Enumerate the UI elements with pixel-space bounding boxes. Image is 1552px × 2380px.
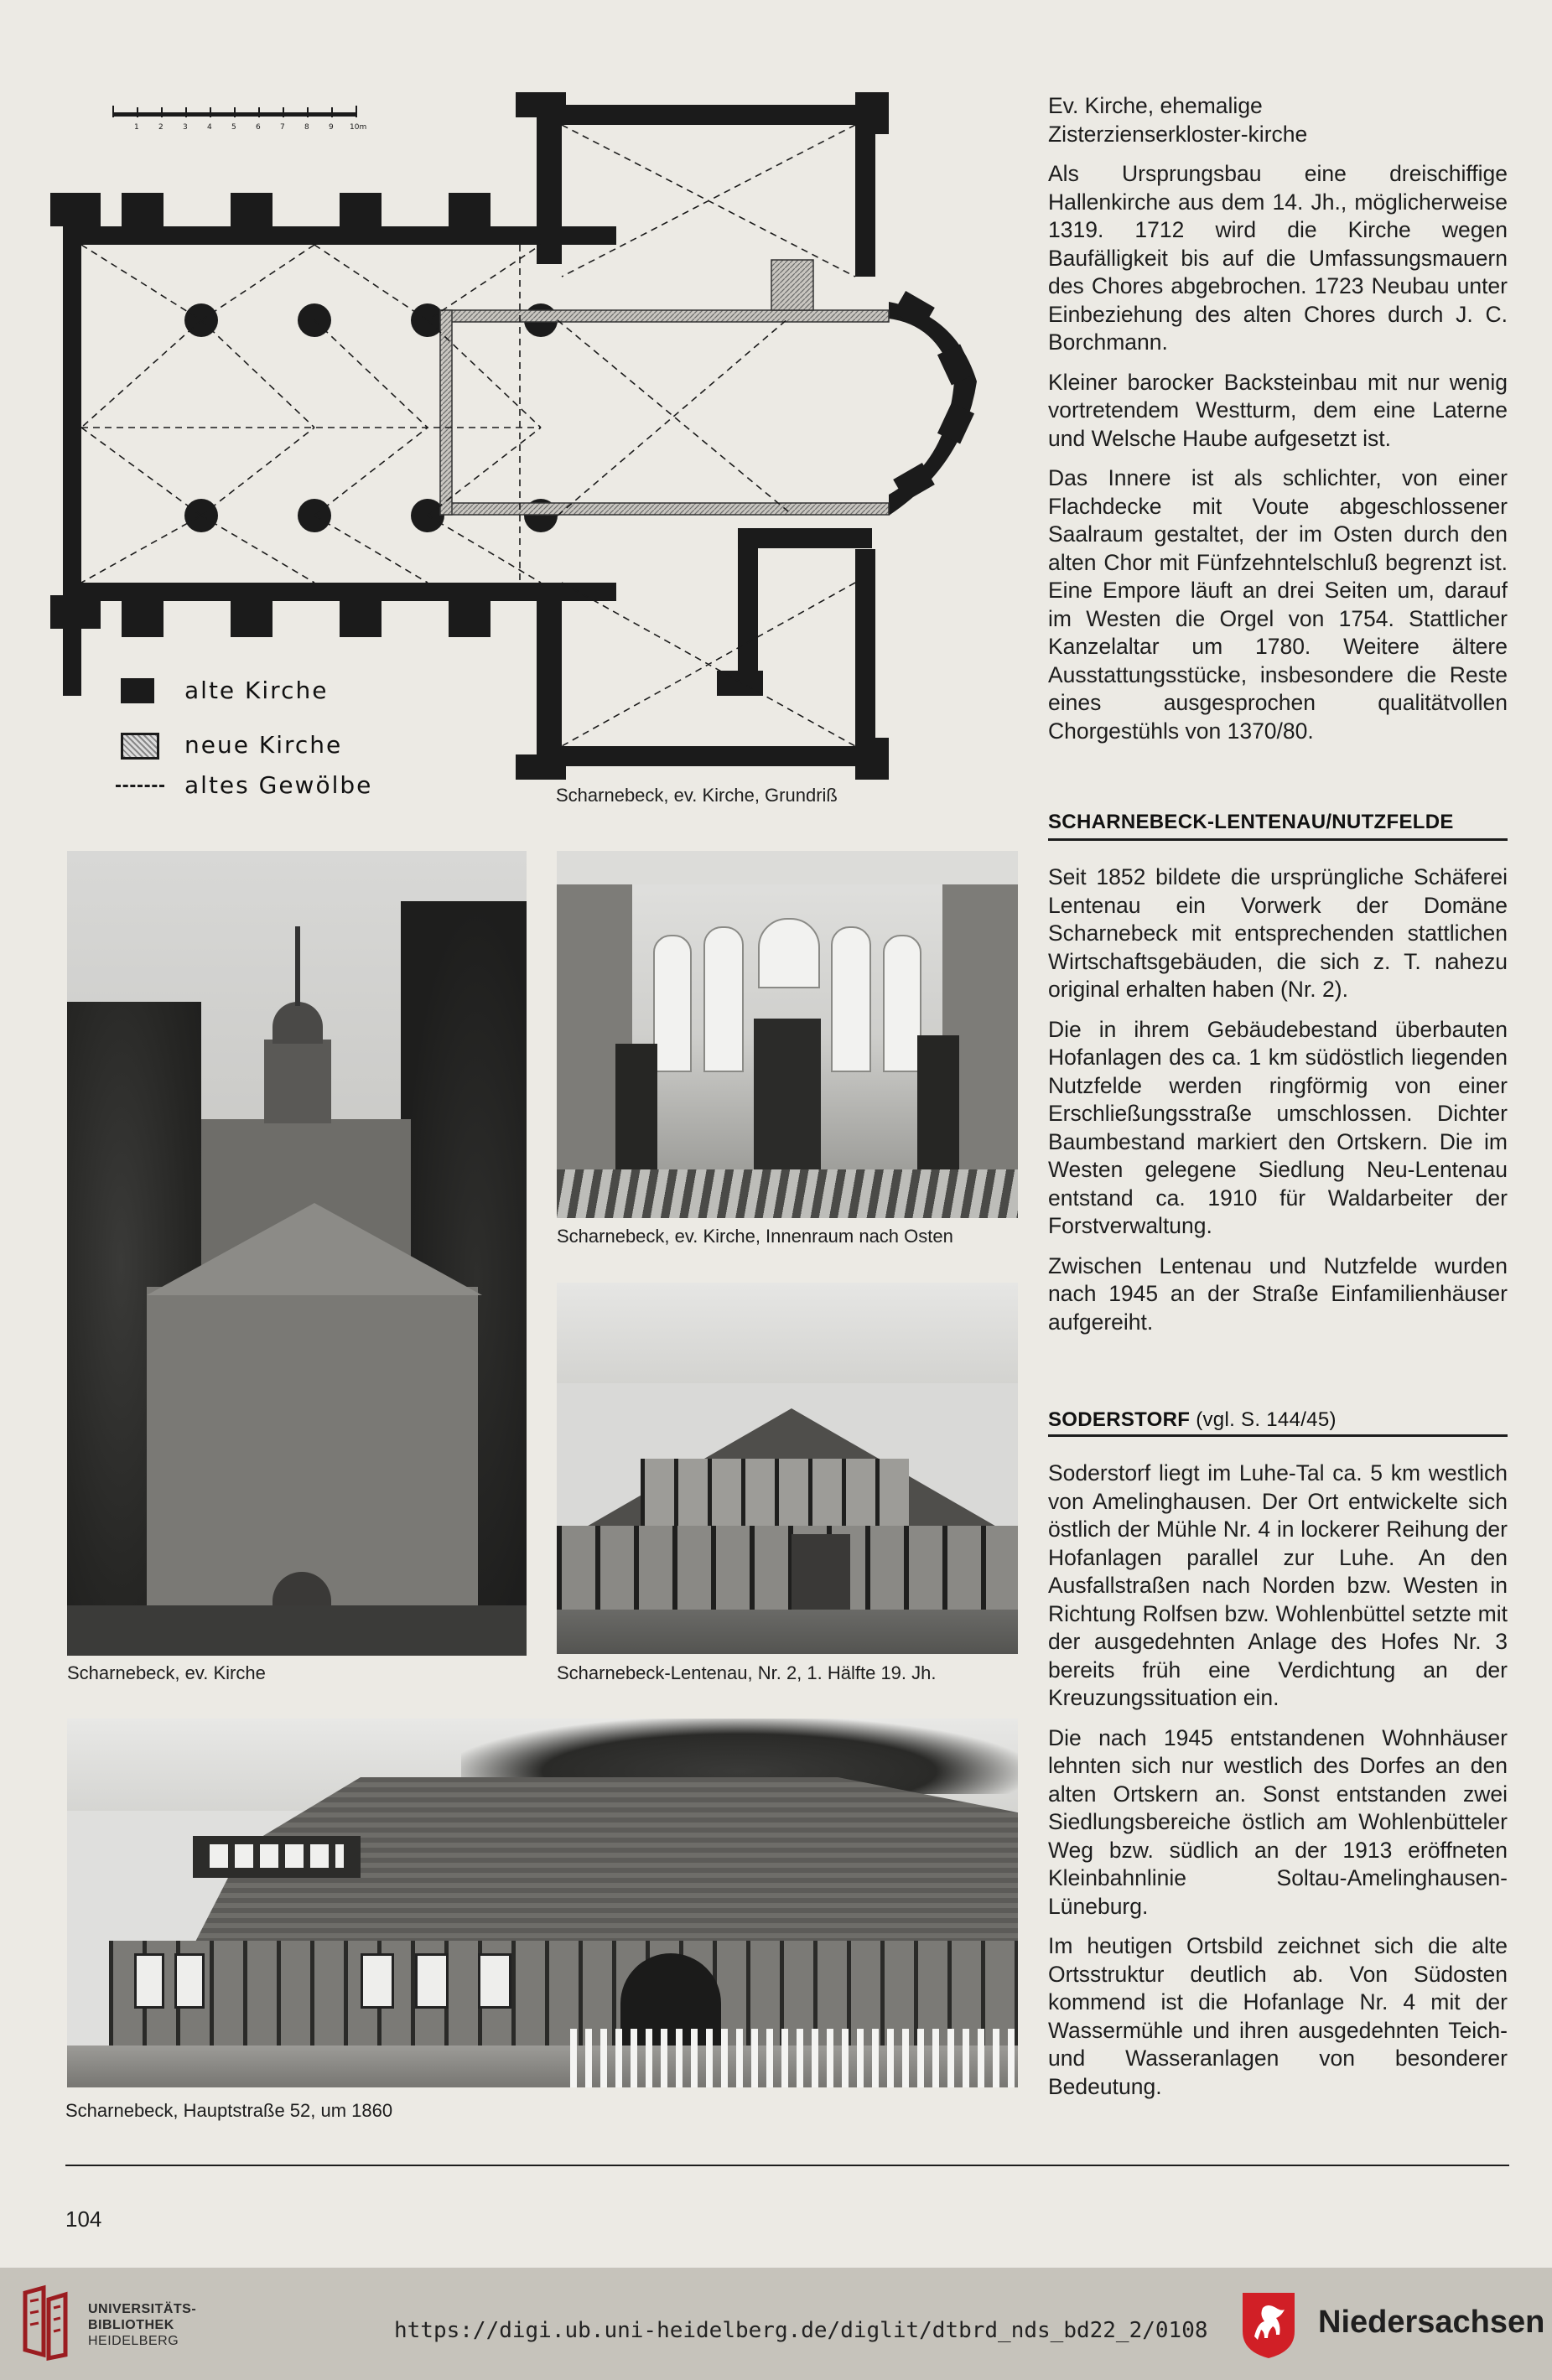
legend-swatch-old (121, 678, 154, 703)
section-heading-lentenau: SCHARNEBECK-LENTENAU/NUTZFELDE (1048, 811, 1454, 833)
legend-label-old: alte Kirche (184, 677, 329, 704)
niedersachsen-horse-icon (1239, 2289, 1298, 2360)
paragraph: Das Innere ist als schlichter, von einer Flachdecke mit Voute abgeschlossener Saalraum gestaltet, der im Osten durch den alten Chor mit Fünfzehntelschluß begrenzt ist. Eine Empore läuft an drei Seiten um, darauf im Westen die Orgel von 1754. Stattlicher Kanzelaltar um 1780. Weitere ältere Ausstattungsstücke, insbesondere die Reste eines ausgesprochen qualitätvollen Chorgestühls von 1370/80. (1048, 465, 1508, 744)
legend-swatch-vault (116, 785, 164, 787)
paragraph: Seit 1852 bildete die ursprüngliche Schäferei Lentenau ein Vorwerk der Domäne Scharnebeck mit entsprechenden stattlichen Wirtschaftsgebäuden, die sich z. T. nahezu original erhalten haben (Nr. 2). (1048, 864, 1508, 1002)
scale-label: 5 (231, 123, 236, 132)
viewer-footer (0, 2268, 1552, 2380)
scale-label: 7 (280, 123, 285, 132)
photo-church-interior (557, 851, 1018, 1218)
scale-label: 8 (304, 123, 309, 132)
paragraph: Die in ihrem Gebäudebestand überbauten Hofanlagen des ca. 1 km südöstlich liegenden Nutzfelde werden ringförmig von einer Erschließungsstraße umschlossen. Dichter Baumbestand markiert den Ortskern. Die im Westen gelegene Siedlung Neu-Lentenau entstand ca. 1910 für Waldarbeiter der Forstverwaltung. (1048, 1016, 1508, 1238)
paragraph: Als Ursprungsbau eine dreischiffige Hallenkirche aus dem 14. Jh., möglicherweise 1319. 1712 wird die Kirche wegen Baufälligkeit bis auf die Umfassungsmauern des Chores abgebrochen. 1723 Neubau unter Einbeziehung des alten Chores durch J. C. Borchmann. (1048, 161, 1508, 355)
photo-hauptstrasse-52 (67, 1719, 1018, 2087)
scale-bar (113, 106, 366, 132)
section-rule (1048, 838, 1508, 841)
photo-caption-interior: Scharnebeck, ev. Kirche, Innenraum nach Osten (557, 1226, 953, 1247)
paragraph: Soderstorf liegt im Luhe-Tal ca. 5 km westlich von Amelinghausen. Der Ort entwickelte sich östlich der Mühle Nr. 4 in lockerer Reihung der Hofanlagen parallel zur Luhe. An den Ausfallstraßen nach Norden bzw. Westen in Richtung Rolfsen bzw. Wohlenbüttel setzte mit der ausgedehnten Anlage des Hofes Nr. 3 bereits früh eine Verdichtung an der Kreuzungssituation ein. (1048, 1460, 1508, 1710)
plan-caption: Scharnebeck, ev. Kirche, Grundriß (556, 785, 838, 806)
page-number: 104 (65, 2206, 102, 2232)
library-name (88, 2301, 196, 2349)
scale-label: 1 (134, 123, 139, 132)
paragraph: Die nach 1945 entstandenen Wohnhäuser lehnten sich nur westlich des Dorfes an den alten Ortskern an. Sonst entstanden zwei Siedlungsbereiche östlich am Wohlenbütteler Weg bzw. südlich an der 1913 eröffneten Kleinbahnlinie Soltau-Amelinghausen-Lüneburg. (1048, 1724, 1508, 1919)
soderstorf-page-ref: (vgl. S. 144/45) (1190, 1408, 1337, 1431)
scale-label: 2 (158, 123, 164, 132)
permalink-url[interactable]: https://digi.ub.uni-heidelberg.de/diglit/dtbrd_nds_bd22_2/0108 (394, 2318, 1208, 2343)
photo-caption-barn: Scharnebeck-Lentenau, Nr. 2, 1. Hälfte 19. Jh. (557, 1662, 937, 1683)
legend-swatch-new (121, 733, 159, 760)
new-church-walls (440, 260, 889, 515)
section-heading-soderstorf (1048, 1408, 1337, 1432)
scale-label: 3 (183, 123, 188, 132)
paragraph: Zwischen Lentenau und Nutzfelde wurden nach 1945 an der Straße Einfamilienhäuser aufgereiht. (1048, 1252, 1508, 1335)
section-rule (1048, 1434, 1508, 1437)
paragraph: Kleiner barocker Backsteinbau mit nur wenig vortretendem Westturm, dem eine Laterne und Welsche Haube aufgesetzt ist. (1048, 369, 1508, 451)
church-description (1048, 92, 1508, 757)
photo-lentenau-barn (557, 1283, 1018, 1654)
soderstorf-text (1048, 1460, 1508, 2113)
page-bottom-rule (65, 2165, 1509, 2166)
photo-caption-hauptstrasse: Scharnebeck, Hauptstraße 52, um 1860 (65, 2100, 393, 2121)
scale-label: 6 (256, 123, 261, 132)
legend-label-new: neue Kirche (184, 731, 343, 759)
lentenau-text (1048, 863, 1508, 1348)
legend-label-vault: altes Gewölbe (184, 771, 373, 799)
library-name-line: UNIVERSITÄTS- (88, 2302, 197, 2316)
paragraph: Im heutigen Ortsbild zeichnet sich die alte Ortsstruktur deutlich ab. Von Südosten kommend ist die Hofanlage Nr. 4 mit der Wassermühle und ihren ausgedehnten Teich- und Wasseranlagen von besonderer Bedeutung. (1048, 1933, 1508, 2099)
library-name-line: HEIDELBERG (88, 2334, 179, 2348)
soderstorf-title: SODERSTORF (1048, 1408, 1191, 1431)
plan-legend (117, 671, 419, 811)
scale-label: 9 (329, 123, 334, 132)
scale-label: 10m (350, 123, 367, 132)
photo-caption-church: Scharnebeck, ev. Kirche (67, 1662, 266, 1683)
photo-church-exterior (67, 851, 527, 1656)
state-name: Niedersachsen (1318, 2305, 1545, 2340)
church-title: Ev. Kirche, ehemalige Zisterzienserkloster-kirche (1048, 93, 1308, 147)
scale-label: 4 (207, 123, 212, 132)
library-name-line: BIBLIOTHEK (88, 2318, 174, 2332)
library-logo-icon (18, 2284, 77, 2362)
